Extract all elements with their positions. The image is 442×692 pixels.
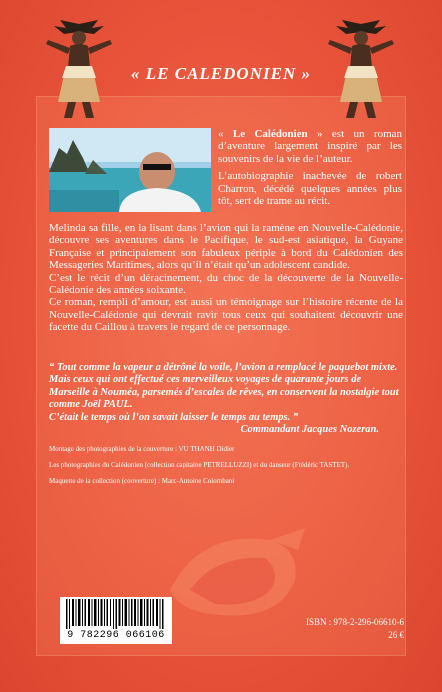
credit-line: Les photographies du Calédonien (collection capitaine PETRELLUZZI) et du danseur (Frédéric TASTET). [49, 461, 350, 469]
intro-paragraph-1: « Le Calédonien » est un roman d’aventure largement inspiré par les souvenirs de la vie de l’auteur. [218, 128, 403, 165]
barcode-bars [60, 597, 172, 630]
isbn: ISBN : 978-2-296-06610-6 [306, 617, 404, 627]
quote-line: “ Tout comme la vapeur a détrôné la voile, l’avion a remplacé le paquebot mixte. [49, 362, 398, 373]
quote-line: Mais ceux qui ont effectué ces merveilleux voyages de quarante jours de Marseille à Nouméa, parsemés d’escales de rêves, en conservent la nostalgie tout comme Joël PAUL. [49, 374, 399, 411]
author-photo [49, 128, 211, 212]
intro-paragraph-2: L’autobiographie inachevée de robert Charron, décédé quelques années plus tôt, sert de trame au récit. [218, 170, 402, 208]
shell-decoration [160, 520, 310, 630]
barcode [60, 597, 172, 644]
intro-text [218, 128, 402, 212]
synopsis [49, 222, 403, 334]
credits [49, 445, 409, 493]
synopsis-paragraph: Ce roman, rempli d’amour, est aussi un témoignage sur l’histoire récente de la Nouvelle-Calédonie qui devrait ravir tous ceux qui souhaitent découvrir une facette du Caillou à travers le regard de ce personnage. [49, 296, 403, 334]
review-quote [49, 362, 403, 436]
barcode-number: 9 782296 066106 [67, 630, 165, 641]
quote-author: Commandant Jacques Nozeran. [240, 424, 379, 436]
credit-line: Montage des photographies de la couverture : VU THANH Didier [49, 445, 235, 453]
credit-line: Maquette de la collection (couverture) : Marc-Antoine Colombani [49, 477, 235, 485]
quote-line: C’était le temps où l’on savait laisser le temps au temps. ” [49, 411, 299, 423]
synopsis-paragraph: Melinda sa fille, en la lisant dans l’avion qui la ramène en Nouvelle-Calédonie, découvre ses aventures dans le Pacifique, le sud-est asiatique, la Guyane Française et principalement son fabuleux périple à bord du Calédonien des Messageries Maritimes, alors qu’il n’était qu’un adolescent candide. [49, 222, 403, 272]
synopsis-paragraph: C’est le récit d’un déracinement, du choc de la découverte de la Nouvelle-Calédonie des années soixante. [49, 271, 403, 297]
price: 26 € [388, 630, 404, 640]
book-title: « LE CALEDONIEN » [131, 64, 311, 83]
book-name: Le Calédonien [232, 128, 308, 140]
